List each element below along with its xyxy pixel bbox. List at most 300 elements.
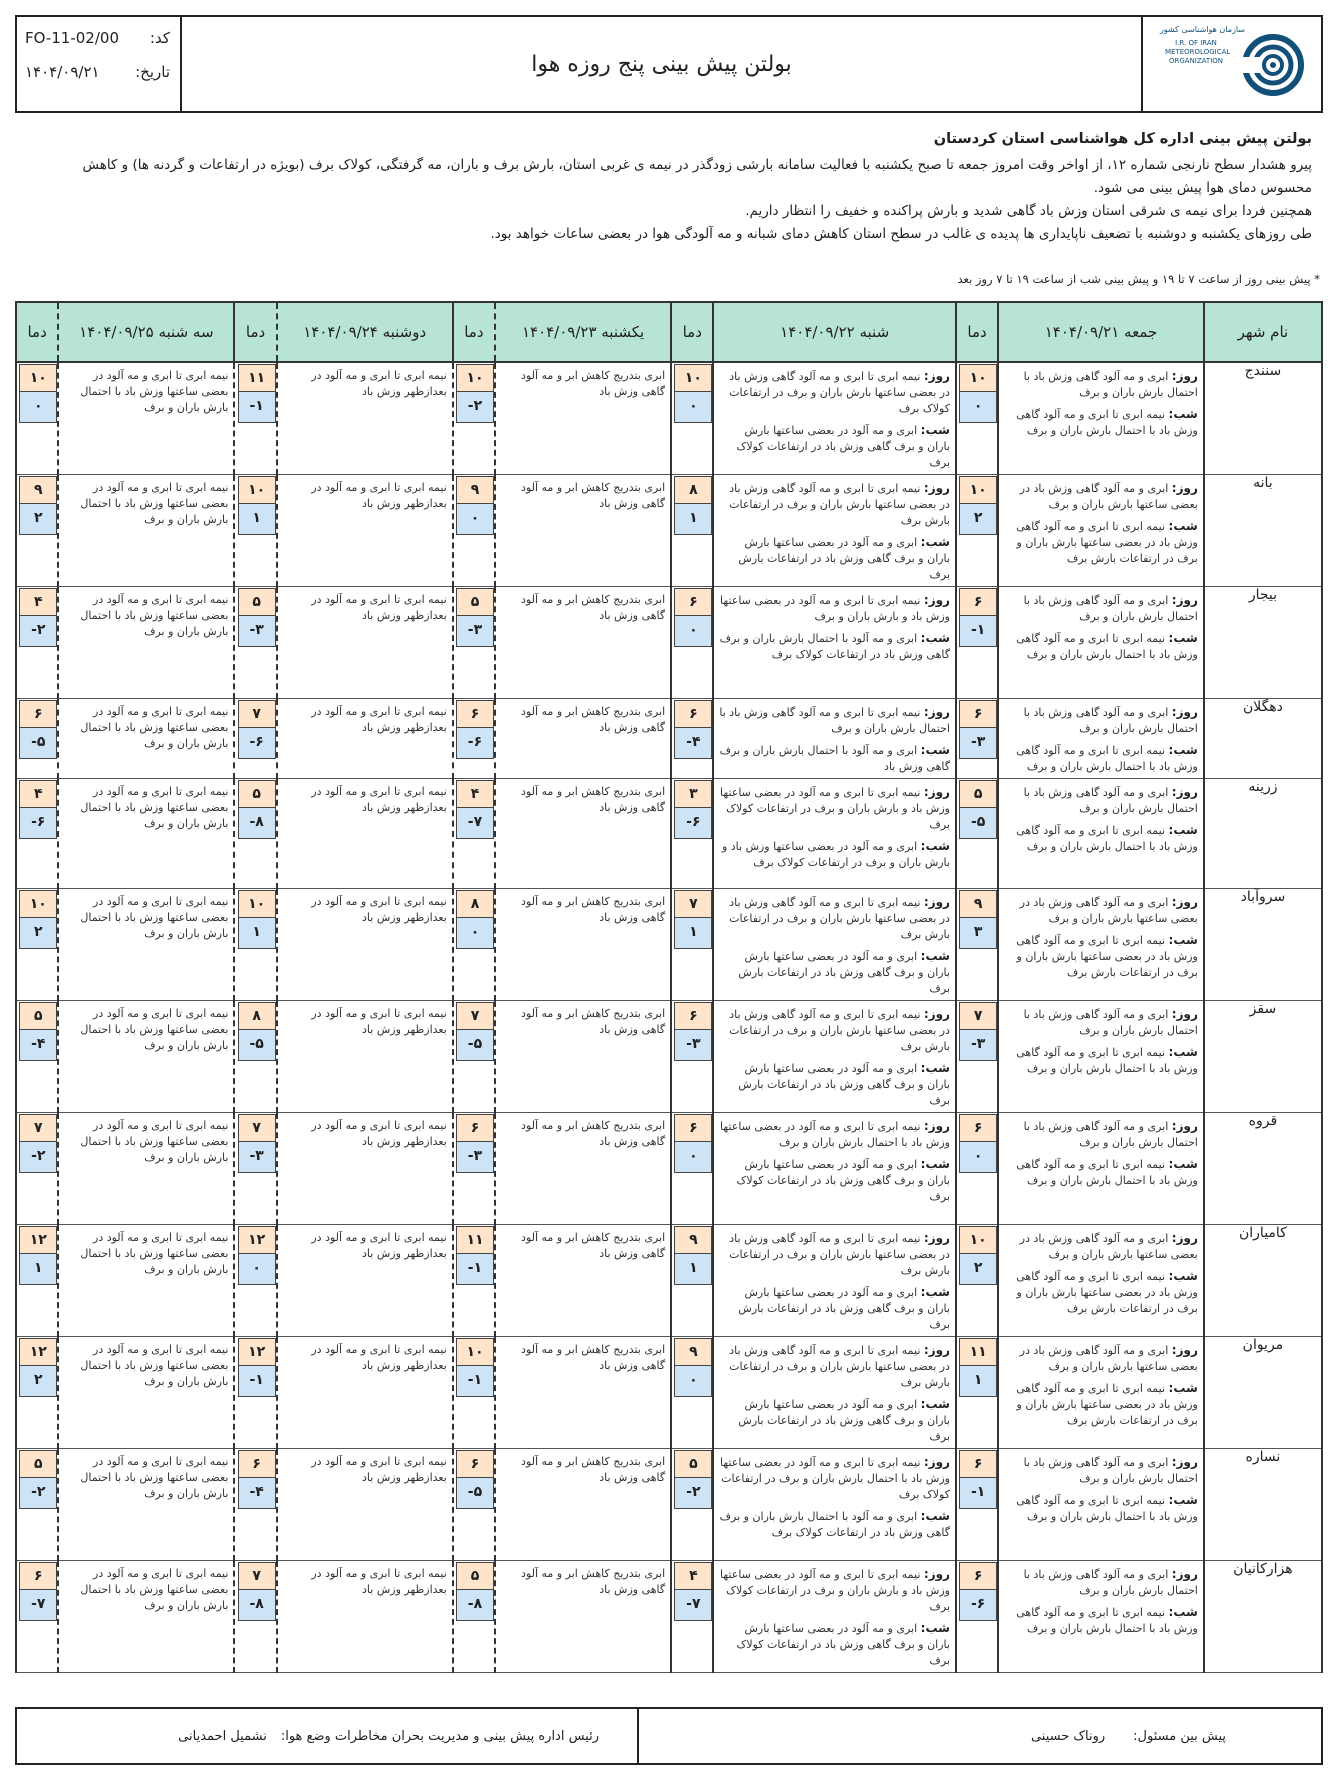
max-temperature: ۶	[674, 700, 712, 728]
min-temperature: -۳	[238, 1142, 276, 1173]
forecast-cell	[713, 699, 956, 779]
forecast-text: ابری بتدریج کاهش ابر و مه آلود گاهی وزش باد	[521, 593, 666, 622]
max-temperature: ۱۰	[238, 476, 276, 504]
min-temperature: -۷	[456, 808, 494, 839]
night-forecast: ابری و مه آلود در بعضی ساعتها بارش باران و برف گاهی وزش باد در ارتفاعات کولاک برف	[736, 1622, 950, 1667]
forecast-cell	[58, 889, 234, 1001]
temperature-cell	[16, 699, 58, 779]
table-row	[16, 587, 1322, 699]
forecast-cell	[58, 1113, 234, 1225]
temperature-cell	[956, 889, 998, 1001]
day-label: روز:	[1171, 1567, 1198, 1581]
temperature-cell	[956, 1449, 998, 1561]
day4-header: دوشنبه ۱۴۰۴/۰۹/۲۴	[277, 302, 453, 362]
temperature-cell	[453, 699, 495, 779]
min-temperature: ۱	[238, 504, 276, 535]
night-forecast: ابری و مه آلود با احتمال بارش باران و برف گاهی وزش باد	[719, 744, 950, 773]
forecast-text: نیمه ابری تا ابری و مه آلود در بعضی ساعتها وزش باد با احتمال بارش باران و برف	[80, 1455, 229, 1500]
forecast-text: نیمه ابری تا ابری و مه آلود در بعدازظهر وزش باد	[311, 1231, 447, 1260]
city-name: سقز	[1204, 1001, 1322, 1113]
night-forecast: نیمه ابری تا ابری و مه آلود گاهی وزش باد با احتمال بارش باران و برف	[1016, 1158, 1198, 1187]
table-header-row	[16, 302, 1322, 362]
max-temperature: ۸	[456, 890, 494, 918]
table-row	[16, 1001, 1322, 1113]
day-label: روز:	[923, 1455, 950, 1469]
temperature-cell	[671, 1225, 713, 1337]
day-forecast: ابری و مه آلود گاهی وزش باد با احتمال بارش باران و برف	[1023, 594, 1198, 623]
forecast-text: نیمه ابری تا ابری و مه آلود در بعضی ساعتها وزش باد با احتمال بارش باران و برف	[80, 895, 229, 940]
day-forecast: ابری و مه آلود گاهی وزش باد با احتمال بارش باران و برف	[1023, 1568, 1198, 1597]
day5-header: سه شنبه ۱۴۰۴/۰۹/۲۵	[58, 302, 234, 362]
min-temperature: ۲	[959, 1254, 997, 1285]
night-forecast: ابری و مه آلود در بعضی ساعتها بارش باران و برف گاهی وزش باد در ارتفاعات بارش برف	[738, 1398, 950, 1443]
max-temperature: ۱۲	[19, 1226, 57, 1254]
min-temperature: -۴	[238, 1478, 276, 1509]
max-temperature: ۱۰	[456, 1338, 494, 1366]
forecast-text: ابری بتدریج کاهش ابر و مه آلود گاهی وزش باد	[521, 1343, 666, 1372]
day-forecast: ابری و مه آلود گاهی وزش باد با احتمال بارش باران و برف	[1023, 786, 1198, 815]
max-temperature: ۶	[674, 588, 712, 616]
intro-title: بولتن پیش بینی اداره کل هواشناسی استان کردستان	[933, 131, 1312, 147]
max-temperature: ۵	[456, 588, 494, 616]
forecaster-label: پیش بین مسئول:	[1133, 1728, 1226, 1744]
table-row	[16, 1225, 1322, 1337]
night-label: شب:	[920, 1621, 950, 1635]
day-forecast: نیمه ابری تا ابری و مه آلود گاهی وزش باد در بعضی ساعتها بارش باران و برف در ارتفاعات کولاک برف	[729, 370, 950, 415]
temp-header: دما	[671, 302, 713, 362]
temperature-cell	[234, 779, 276, 889]
forecast-cell	[58, 1561, 234, 1673]
min-temperature: -۵	[456, 1478, 494, 1509]
min-temperature: -۲	[19, 1142, 57, 1173]
day-label: روز:	[923, 481, 950, 495]
intro-section	[55, 128, 1312, 246]
night-label: شب:	[920, 535, 950, 549]
forecast-cell	[713, 1337, 956, 1449]
min-temperature: ۰	[456, 504, 494, 535]
day-label: روز:	[923, 1007, 950, 1021]
intro-paragraph-1: پیرو هشدار سطح نارنجی شماره ۱۲، از اواخر وقت امروز جمعه تا صبح یکشنبه با فعالیت سامانه بارشی زودگذر در نیمه ی غربی استان، بارش برف و باران، مه گرفتگی، کولاک برف (بویژه در ارتفاعات و گردنه ها) و کاهش محسوس دمای هوا پیش بینی می شود.	[82, 157, 1312, 196]
min-temperature: -۲	[456, 392, 494, 423]
temperature-cell	[956, 362, 998, 475]
head-name: نشمیل احمدیانی	[178, 1728, 267, 1744]
city-name: دهگلان	[1204, 699, 1322, 779]
day-forecast: نیمه ابری تا ابری و مه آلود گاهی وزش باد در بعضی ساعتها بارش باران و برف در ارتفاعات بارش برف	[729, 1008, 950, 1053]
code-label: کد:	[149, 29, 170, 47]
min-temperature: -۱	[238, 1366, 276, 1397]
temperature-cell	[671, 587, 713, 699]
temperature-cell	[16, 889, 58, 1001]
temperature-cell	[956, 475, 998, 587]
forecast-text: نیمه ابری تا ابری و مه آلود در بعدازظهر وزش باد	[311, 593, 447, 622]
min-temperature: ۰	[674, 616, 712, 647]
forecast-cell	[998, 1225, 1204, 1337]
day-forecast: نیمه ابری تا ابری و مه آلود گاهی وزش باد در بعضی ساعتها بارش باران و برف در ارتفاعات بارش برف	[729, 482, 950, 527]
forecast-text: نیمه ابری تا ابری و مه آلود در بعدازظهر وزش باد	[311, 785, 447, 814]
head-label: رئیس اداره پیش بینی و مدیریت بحران مخاطرات وضع هوا:	[280, 1728, 599, 1744]
forecast-cell	[713, 1225, 956, 1337]
min-temperature: -۲	[19, 616, 57, 647]
temperature-cell	[956, 587, 998, 699]
night-label: شب:	[1168, 407, 1198, 421]
forecast-text: ابری بتدریج کاهش ابر و مه آلود گاهی وزش باد	[521, 369, 666, 398]
forecast-text: ابری بتدریج کاهش ابر و مه آلود گاهی وزش باد	[521, 1231, 666, 1260]
day-label: روز:	[1171, 593, 1198, 607]
night-label: شب:	[1168, 1045, 1198, 1059]
min-temperature: -۱	[959, 616, 997, 647]
min-temperature: -۴	[19, 1030, 57, 1061]
date-value: ۱۴۰۴/۰۹/۲۱	[25, 63, 100, 81]
temperature-cell	[671, 1001, 713, 1113]
min-temperature: -۸	[238, 808, 276, 839]
night-forecast: نیمه ابری تا ابری و مه آلود گاهی وزش باد با احتمال بارش باران و برف	[1016, 744, 1198, 773]
max-temperature: ۷	[19, 1114, 57, 1142]
forecast-cell	[58, 1001, 234, 1113]
forecast-text: نیمه ابری تا ابری و مه آلود در بعدازظهر وزش باد	[311, 1567, 447, 1596]
temperature-cell	[234, 1225, 276, 1337]
temperature-cell	[453, 1561, 495, 1673]
date-label: تاریخ:	[135, 63, 170, 81]
forecast-cell	[277, 889, 453, 1001]
max-temperature: ۵	[19, 1002, 57, 1030]
max-temperature: ۱۲	[238, 1226, 276, 1254]
max-temperature: ۵	[238, 588, 276, 616]
logo-text-fa: سازمان هواشناسی کشور	[1159, 25, 1245, 34]
forecast-cell	[713, 362, 956, 475]
forecast-cell	[495, 475, 671, 587]
forecast-cell	[58, 1225, 234, 1337]
min-temperature: ۰	[456, 918, 494, 949]
day-forecast: ابری و مه آلود گاهی وزش باد در بعضی ساعتها بارش باران و برف	[1019, 1232, 1198, 1261]
max-temperature: ۵	[674, 1450, 712, 1478]
temperature-cell	[956, 1561, 998, 1673]
night-label: شب:	[1168, 1381, 1198, 1395]
forecast-cell	[495, 1001, 671, 1113]
night-label: شب:	[920, 1397, 950, 1411]
max-temperature: ۷	[674, 890, 712, 918]
day-label: روز:	[1171, 1231, 1198, 1245]
max-temperature: ۱۰	[959, 1226, 997, 1254]
max-temperature: ۵	[19, 1450, 57, 1478]
temperature-cell	[671, 1337, 713, 1449]
night-label: شب:	[1168, 1157, 1198, 1171]
max-temperature: ۶	[456, 1450, 494, 1478]
forecast-cell	[495, 699, 671, 779]
max-temperature: ۹	[674, 1338, 712, 1366]
temperature-cell	[671, 1561, 713, 1673]
forecast-cell	[495, 1225, 671, 1337]
forecast-text: نیمه ابری تا ابری و مه آلود در بعدازظهر وزش باد	[311, 481, 447, 510]
forecast-cell	[495, 889, 671, 1001]
forecast-cell	[998, 889, 1204, 1001]
day-forecast: نیمه ابری تا ابری و مه آلود در بعضی ساعتها وزش باد با احتمال بارش باران و برف در ارتفاعات کولاک برف	[720, 1456, 950, 1501]
forecast-cell	[58, 587, 234, 699]
max-temperature: ۶	[674, 1002, 712, 1030]
forecast-text: نیمه ابری تا ابری و مه آلود در بعضی ساعتها وزش باد با احتمال بارش باران و برف	[80, 1231, 229, 1276]
day-label: روز:	[923, 1119, 950, 1133]
max-temperature: ۶	[674, 1114, 712, 1142]
max-temperature: ۷	[238, 1114, 276, 1142]
temp-header: دما	[16, 302, 58, 362]
forecast-cell	[713, 587, 956, 699]
max-temperature: ۱۲	[19, 1338, 57, 1366]
forecast-cell	[277, 1113, 453, 1225]
max-temperature: ۴	[456, 780, 494, 808]
forecaster-box	[637, 1709, 1321, 1763]
max-temperature: ۴	[19, 588, 57, 616]
temperature-cell	[16, 1113, 58, 1225]
night-label: شب:	[920, 839, 950, 853]
day-label: روز:	[1171, 705, 1198, 719]
night-label: شب:	[1168, 1605, 1198, 1619]
night-label: شب:	[920, 631, 950, 645]
intro-paragraph-2: همچنین فردا برای نیمه ی شرقی استان وزش باد گاهی شدید و بارش پراکنده و خفیف را انتظار داریم.	[745, 203, 1312, 219]
day-forecast: ابری و مه آلود گاهی وزش باد در بعضی ساعتها بارش باران و برف	[1019, 896, 1198, 925]
day-forecast: نیمه ابری تا ابری و مه آلود گاهی وزش باد در بعضی ساعتها بارش باران و برف در ارتفاعات بارش برف	[729, 896, 950, 941]
temperature-cell	[16, 587, 58, 699]
logo-area	[1141, 17, 1321, 111]
table-row	[16, 889, 1322, 1001]
max-temperature: ۶	[19, 700, 57, 728]
forecast-cell	[495, 587, 671, 699]
forecast-cell	[495, 779, 671, 889]
max-temperature: ۶	[959, 1114, 997, 1142]
temperature-cell	[234, 1113, 276, 1225]
city-name: هزارکانیان	[1204, 1561, 1322, 1673]
temperature-cell	[16, 475, 58, 587]
night-forecast: نیمه ابری تا ابری و مه آلود گاهی وزش باد در بعضی ساعتها بارش باران و برف در ارتفاعات بارش برف	[1016, 934, 1198, 979]
code-value: FO-11-02/00	[25, 29, 119, 47]
min-temperature: -۳	[238, 616, 276, 647]
min-temperature: -۶	[238, 728, 276, 759]
min-temperature: -۳	[959, 1030, 997, 1061]
max-temperature: ۵	[238, 780, 276, 808]
temperature-cell	[671, 475, 713, 587]
min-temperature: -۵	[238, 1030, 276, 1061]
city-name: قروه	[1204, 1113, 1322, 1225]
min-temperature: ۱	[674, 504, 712, 535]
forecast-text: نیمه ابری تا ابری و مه آلود در بعضی ساعتها وزش باد با احتمال بارش باران و برف	[80, 1007, 229, 1052]
city-header: نام شهر	[1204, 302, 1322, 362]
temperature-cell	[453, 475, 495, 587]
day-label: روز:	[923, 593, 950, 607]
forecast-cell	[277, 1001, 453, 1113]
max-temperature: ۱۰	[238, 890, 276, 918]
table-row	[16, 699, 1322, 779]
night-forecast: نیمه ابری تا ابری و مه آلود گاهی وزش باد با احتمال بارش باران و برف	[1016, 408, 1198, 437]
temperature-cell	[234, 1337, 276, 1449]
night-forecast: نیمه ابری تا ابری و مه آلود گاهی وزش باد با احتمال بارش باران و برف	[1016, 1046, 1198, 1075]
night-forecast: نیمه ابری تا ابری و مه آلود گاهی وزش باد با احتمال بارش باران و برف	[1016, 1494, 1198, 1523]
day-forecast: ابری و مه آلود گاهی وزش باد در بعضی ساعتها بارش باران و برف	[1019, 482, 1198, 511]
max-temperature: ۱۰	[456, 364, 494, 392]
day-forecast: ابری و مه آلود گاهی وزش باد در بعضی ساعتها بارش باران و برف	[1019, 1344, 1198, 1373]
forecast-text: نیمه ابری تا ابری و مه آلود در بعضی ساعتها وزش باد با احتمال بارش باران و برف	[80, 1343, 229, 1388]
forecast-cell	[58, 779, 234, 889]
forecast-cell	[277, 362, 453, 475]
table-row	[16, 1561, 1322, 1673]
forecast-cell	[58, 1337, 234, 1449]
day-forecast: ابری و مه آلود گاهی وزش باد با احتمال بارش باران و برف	[1023, 370, 1198, 399]
max-temperature: ۶	[456, 700, 494, 728]
night-label: شب:	[1168, 1493, 1198, 1507]
forecast-text: نیمه ابری تا ابری و مه آلود در بعدازظهر وزش باد	[311, 1343, 447, 1372]
forecast-cell	[277, 475, 453, 587]
day-label: روز:	[923, 1343, 950, 1357]
temp-header: دما	[453, 302, 495, 362]
night-label: شب:	[1168, 519, 1198, 533]
forecast-cell	[58, 699, 234, 779]
max-temperature: ۶	[238, 1450, 276, 1478]
night-forecast: ابری و مه آلود در بعضی ساعتها بارش باران و برف گاهی وزش باد در ارتفاعات بارش برف	[738, 536, 950, 581]
forecast-cell	[713, 779, 956, 889]
temperature-cell	[234, 699, 276, 779]
day-forecast: نیمه ابری تا ابری و مه آلود در بعضی ساعتها وزش باد با احتمال بارش باران و برف	[720, 1120, 950, 1149]
day2-header: شنبه ۱۴۰۴/۰۹/۲۲	[713, 302, 956, 362]
forecast-cell	[998, 1001, 1204, 1113]
min-temperature: ۲	[19, 918, 57, 949]
forecast-text: نیمه ابری تا ابری و مه آلود در بعدازظهر وزش باد	[311, 369, 447, 398]
temperature-cell	[453, 1337, 495, 1449]
day-forecast: نیمه ابری تا ابری و مه آلود گاهی وزش باد با احتمال بارش باران و برف	[719, 706, 950, 735]
city-name: بانه	[1204, 475, 1322, 587]
max-temperature: ۷	[238, 700, 276, 728]
min-temperature: ۱	[959, 1366, 997, 1397]
temperature-cell	[234, 1561, 276, 1673]
min-temperature: ۰	[674, 392, 712, 423]
max-temperature: ۱۱	[959, 1338, 997, 1366]
forecast-text: ابری بتدریج کاهش ابر و مه آلود گاهی وزش باد	[521, 705, 666, 734]
forecast-cell	[277, 779, 453, 889]
day-forecast: نیمه ابری تا ابری و مه آلود در بعضی ساعتها وزش باد و بارش باران و برف در ارتفاعات کولاک برف	[720, 1568, 950, 1613]
day-forecast: نیمه ابری تا ابری و مه آلود در بعضی ساعتها وزش باد و بارش باران و برف	[720, 594, 950, 623]
temperature-cell	[671, 699, 713, 779]
forecast-cell	[998, 699, 1204, 779]
min-temperature: -۴	[674, 728, 712, 759]
night-label: شب:	[1168, 631, 1198, 645]
night-forecast: ابری و مه آلود با احتمال بارش باران و برف گاهی وزش باد در ارتفاعات کولاک برف	[719, 1510, 950, 1539]
min-temperature: -۷	[19, 1590, 57, 1621]
city-name: زرینه	[1204, 779, 1322, 889]
temperature-cell	[671, 1449, 713, 1561]
bulletin-title: بولتن پیش بینی پنج روزه هوا	[531, 51, 792, 77]
temperature-cell	[671, 889, 713, 1001]
temperature-cell	[16, 1337, 58, 1449]
night-forecast: نیمه ابری تا ابری و مه آلود گاهی وزش باد با احتمال بارش باران و برف	[1016, 1606, 1198, 1635]
min-temperature: -۷	[674, 1590, 712, 1621]
forecast-text: نیمه ابری تا ابری و مه آلود در بعدازظهر وزش باد	[311, 895, 447, 924]
max-temperature: ۹	[456, 476, 494, 504]
max-temperature: ۶	[959, 1562, 997, 1590]
day-forecast: نیمه ابری تا ابری و مه آلود گاهی وزش باد در بعضی ساعتها بارش باران و برف در ارتفاعات بارش برف	[729, 1232, 950, 1277]
city-name: نساره	[1204, 1449, 1322, 1561]
night-label: شب:	[920, 1285, 950, 1299]
min-temperature: ۰	[959, 392, 997, 423]
night-forecast: ابری و مه آلود با احتمال بارش باران و برف گاهی وزش باد در ارتفاعات کولاک برف	[719, 632, 950, 661]
forecast-cell	[58, 362, 234, 475]
min-temperature: ۳	[959, 918, 997, 949]
day-forecast: ابری و مه آلود گاهی وزش باد با احتمال بارش باران و برف	[1023, 1120, 1198, 1149]
day-label: روز:	[923, 1567, 950, 1581]
night-forecast: ابری و مه آلود در بعضی ساعتها بارش باران و برف گاهی وزش باد در ارتفاعات کولاک برف	[736, 424, 950, 469]
night-forecast: ابری و مه آلود در بعضی ساعتها بارش باران و برف گاهی وزش باد در ارتفاعات کولاک برف	[736, 1158, 950, 1203]
max-temperature: ۵	[959, 780, 997, 808]
forecast-cell	[713, 1561, 956, 1673]
min-temperature: ۰	[674, 1142, 712, 1173]
min-temperature: ۲	[19, 1366, 57, 1397]
min-temperature: ۱	[674, 1254, 712, 1285]
min-temperature: -۳	[959, 728, 997, 759]
min-temperature: ۲	[19, 504, 57, 535]
min-temperature: -۸	[238, 1590, 276, 1621]
forecast-cell	[58, 475, 234, 587]
forecast-hours-note: * پیش بینی روز از ساعت ۷ تا ۱۹ و پیش بینی شب از ساعت ۱۹ تا ۷ روز بعد	[957, 272, 1320, 286]
max-temperature: ۵	[456, 1562, 494, 1590]
forecast-cell	[713, 1113, 956, 1225]
min-temperature: -۳	[456, 1142, 494, 1173]
temperature-cell	[453, 587, 495, 699]
max-temperature: ۶	[19, 1562, 57, 1590]
day-label: روز:	[1171, 481, 1198, 495]
forecast-cell	[713, 1449, 956, 1561]
forecast-text: نیمه ابری تا ابری و مه آلود در بعضی ساعتها وزش باد با احتمال بارش باران و برف	[80, 705, 229, 750]
forecast-cell	[998, 1449, 1204, 1561]
day-label: روز:	[923, 369, 950, 383]
min-temperature: -۶	[456, 728, 494, 759]
forecast-cell	[495, 1449, 671, 1561]
min-temperature: ۱	[674, 918, 712, 949]
forecast-cell	[277, 699, 453, 779]
temperature-cell	[956, 699, 998, 779]
day-label: روز:	[923, 895, 950, 909]
bulletin-footer	[15, 1707, 1323, 1765]
night-forecast: ابری و مه آلود در بعضی ساعتها بارش باران و برف گاهی وزش باد در ارتفاعات بارش برف	[738, 1286, 950, 1331]
table-row	[16, 779, 1322, 889]
temperature-cell	[234, 587, 276, 699]
temperature-cell	[453, 1449, 495, 1561]
forecast-cell	[277, 1337, 453, 1449]
night-forecast: نیمه ابری تا ابری و مه آلود گاهی وزش باد با احتمال بارش باران و برف	[1016, 824, 1198, 853]
max-temperature: ۱۰	[19, 890, 57, 918]
temperature-cell	[956, 1113, 998, 1225]
max-temperature: ۱۰	[19, 364, 57, 392]
min-temperature: -۶	[19, 808, 57, 839]
intro-paragraph-3: طی روزهای یکشنبه و دوشنبه با تضعیف ناپایداری ها پدیده ی غالب در سطح استان کاهش دمای شبانه و مه آلودگی هوا در بعضی ساعات خواهد بود.	[490, 226, 1312, 242]
min-temperature: -۸	[456, 1590, 494, 1621]
day-label: روز:	[1171, 1455, 1198, 1469]
night-forecast: ابری و مه آلود در بعضی ساعتها بارش باران و برف گاهی وزش باد در ارتفاعات بارش برف	[738, 950, 950, 995]
max-temperature: ۴	[674, 1562, 712, 1590]
max-temperature: ۱۰	[674, 364, 712, 392]
min-temperature: ۱	[19, 1254, 57, 1285]
day-label: روز:	[923, 705, 950, 719]
day-label: روز:	[1171, 785, 1198, 799]
forecast-text: نیمه ابری تا ابری و مه آلود در بعضی ساعتها وزش باد با احتمال بارش باران و برف	[80, 1119, 229, 1164]
max-temperature: ۱۱	[456, 1226, 494, 1254]
forecast-text: نیمه ابری تا ابری و مه آلود در بعضی ساعتها وزش باد با احتمال بارش باران و برف	[80, 481, 229, 526]
min-temperature: ۰	[19, 392, 57, 423]
forecast-text: نیمه ابری تا ابری و مه آلود در بعدازظهر وزش باد	[311, 1455, 447, 1484]
forecast-text: ابری بتدریج کاهش ابر و مه آلود گاهی وزش باد	[521, 1567, 666, 1596]
day3-header: یکشنبه ۱۴۰۴/۰۹/۲۳	[495, 302, 671, 362]
day-label: روز:	[1171, 1119, 1198, 1133]
min-temperature: -۱	[238, 392, 276, 423]
forecast-cell	[277, 1561, 453, 1673]
max-temperature: ۱۲	[238, 1338, 276, 1366]
table-row	[16, 362, 1322, 475]
night-forecast: ابری و مه آلود در بعضی ساعتها بارش باران و برف گاهی وزش باد در ارتفاعات بارش برف	[738, 1062, 950, 1107]
min-temperature: -۵	[959, 808, 997, 839]
